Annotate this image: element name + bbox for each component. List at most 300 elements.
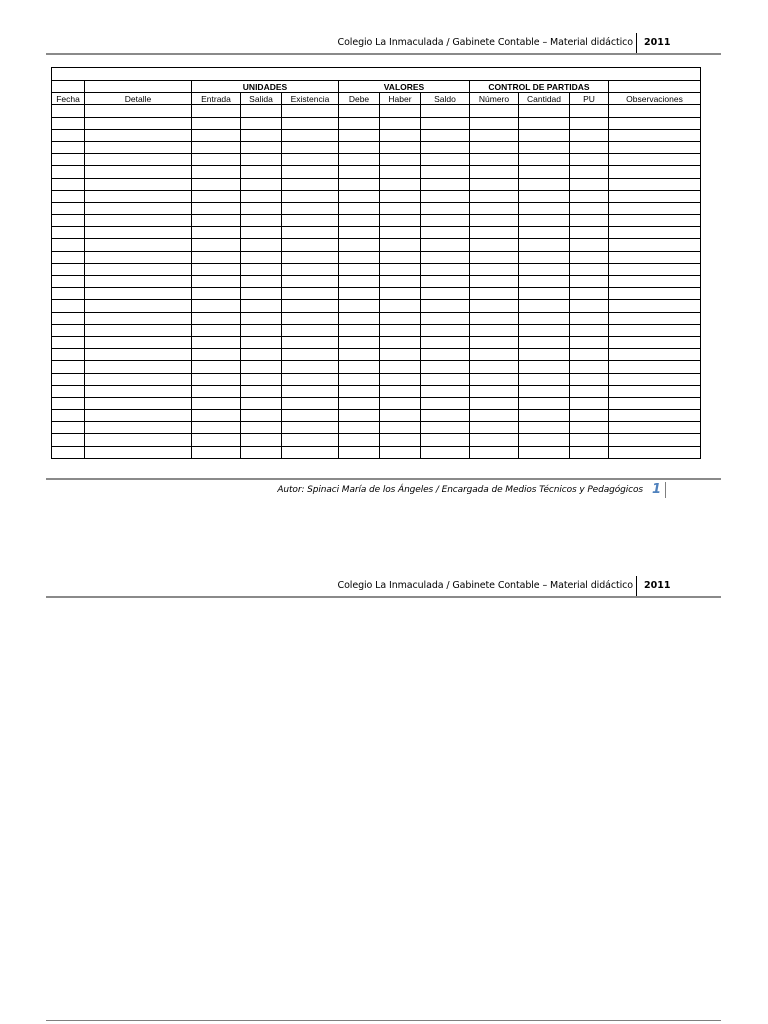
ledger-cell <box>85 300 192 312</box>
ledger-cell <box>609 117 701 129</box>
ledger-cell <box>192 446 241 458</box>
ledger-cell <box>339 385 380 397</box>
ledger-cell <box>52 263 85 275</box>
ledger-cell <box>339 422 380 434</box>
ledger-cell <box>339 300 380 312</box>
page-number: 1 <box>652 482 662 497</box>
ledger-cell <box>85 312 192 324</box>
ledger-cell <box>339 239 380 251</box>
ledger-cell <box>192 312 241 324</box>
ledger-cell <box>470 336 519 348</box>
ledger-cell <box>282 434 339 446</box>
ledger-cell <box>192 129 241 141</box>
ledger-cell <box>85 202 192 214</box>
ledger-cell <box>192 190 241 202</box>
ledger-cell <box>282 446 339 458</box>
col-debe: Debe <box>339 93 380 105</box>
ledger-cell <box>85 276 192 288</box>
ledger-cell <box>380 397 421 409</box>
ledger-cell <box>339 178 380 190</box>
ledger-row <box>52 349 701 361</box>
ledger-cell <box>85 239 192 251</box>
ledger-cell <box>52 117 85 129</box>
ledger-cell <box>339 141 380 153</box>
ledger-cell <box>241 300 282 312</box>
ledger-cell <box>421 434 470 446</box>
ledger-table <box>51 67 701 459</box>
ledger-cell <box>470 154 519 166</box>
footer-divider <box>665 482 666 498</box>
ledger-cell <box>609 385 701 397</box>
ledger-cell <box>85 446 192 458</box>
ledger-cell <box>470 446 519 458</box>
ledger-cell <box>52 105 85 117</box>
ledger-cell <box>85 349 192 361</box>
ledger-cell <box>192 324 241 336</box>
ledger-cell <box>470 166 519 178</box>
ledger-cell <box>85 434 192 446</box>
page-header-2 <box>46 576 721 598</box>
ledger-cell <box>609 336 701 348</box>
ledger-cell <box>609 446 701 458</box>
ledger-cell <box>421 190 470 202</box>
ledger-cell <box>85 166 192 178</box>
ledger-cell <box>380 361 421 373</box>
ledger-cell <box>85 422 192 434</box>
ledger-cell <box>282 141 339 153</box>
ledger-cell <box>339 446 380 458</box>
ledger-cell <box>421 227 470 239</box>
ledger-cell <box>282 117 339 129</box>
ledger-cell <box>470 227 519 239</box>
ledger-cell <box>470 105 519 117</box>
ledger-cell <box>282 239 339 251</box>
ledger-cell <box>421 276 470 288</box>
ledger-cell <box>470 349 519 361</box>
ledger-cell <box>192 434 241 446</box>
ledger-cell <box>421 373 470 385</box>
ledger-row <box>52 239 701 251</box>
ledger-cell <box>609 202 701 214</box>
ledger-cell <box>52 434 85 446</box>
ledger-cell <box>192 202 241 214</box>
ledger-cell <box>282 373 339 385</box>
ledger-cell <box>570 105 609 117</box>
ledger-cell <box>380 373 421 385</box>
ledger-cell <box>192 215 241 227</box>
ledger-cell <box>85 129 192 141</box>
ledger-cell <box>52 422 85 434</box>
ledger-cell <box>380 422 421 434</box>
ledger-cell <box>380 251 421 263</box>
ledger-cell <box>241 215 282 227</box>
ledger-cell <box>380 312 421 324</box>
ledger-cell <box>192 178 241 190</box>
ledger-cell <box>570 336 609 348</box>
ledger-cell <box>282 410 339 422</box>
ledger-cell <box>519 141 570 153</box>
ledger-cell <box>192 239 241 251</box>
ledger-cell <box>470 190 519 202</box>
ledger-cell <box>85 385 192 397</box>
ledger-cell <box>421 154 470 166</box>
ledger-cell <box>339 434 380 446</box>
ledger-row <box>52 141 701 153</box>
ledger-cell <box>282 251 339 263</box>
header-year-2: 2011 <box>644 580 671 591</box>
ledger-cell <box>609 227 701 239</box>
ledger-cell <box>470 141 519 153</box>
ledger-cell <box>421 166 470 178</box>
ledger-cell <box>192 276 241 288</box>
ledger-row <box>52 434 701 446</box>
header-text: Colegio La Inmaculada / Gabinete Contable – Material didáctico <box>337 37 633 48</box>
ledger-cell <box>570 117 609 129</box>
ledger-cell <box>470 117 519 129</box>
ledger-cell <box>241 178 282 190</box>
ledger-cell <box>519 361 570 373</box>
ledger-cell <box>282 178 339 190</box>
ledger-cell <box>421 349 470 361</box>
ledger-cell <box>570 154 609 166</box>
ledger-cell <box>52 227 85 239</box>
ledger-cell <box>282 276 339 288</box>
ledger-row <box>52 446 701 458</box>
ledger-cell <box>339 397 380 409</box>
ledger-cell <box>380 215 421 227</box>
ledger-cell <box>282 154 339 166</box>
ledger-cell <box>85 336 192 348</box>
ledger-cell <box>570 129 609 141</box>
ledger-cell <box>282 324 339 336</box>
ledger-cell <box>421 202 470 214</box>
ledger-cell <box>421 385 470 397</box>
ledger-cell <box>609 129 701 141</box>
header-year: 2011 <box>644 37 671 48</box>
ledger-cell <box>282 300 339 312</box>
ledger-group-row <box>52 81 701 93</box>
ledger-cell <box>192 263 241 275</box>
ledger-cell <box>241 361 282 373</box>
ledger-cell <box>519 239 570 251</box>
ledger-cell <box>282 385 339 397</box>
ledger-cell <box>519 129 570 141</box>
col-numero: Número <box>470 93 519 105</box>
col-salida: Salida <box>241 93 282 105</box>
ledger-cell <box>570 312 609 324</box>
ledger-row <box>52 105 701 117</box>
ledger-cell <box>339 276 380 288</box>
ledger-row <box>52 288 701 300</box>
ledger-cell <box>380 446 421 458</box>
ledger-cell <box>609 276 701 288</box>
ledger-cell <box>470 215 519 227</box>
ledger-cell <box>519 190 570 202</box>
ledger-cell <box>85 215 192 227</box>
ledger-cell <box>570 276 609 288</box>
ledger-cell <box>609 312 701 324</box>
ledger-cell <box>52 373 85 385</box>
ledger-cell <box>282 215 339 227</box>
ledger-cell <box>380 178 421 190</box>
ledger-cell <box>339 312 380 324</box>
ledger-cell <box>241 117 282 129</box>
ledger-cell <box>85 154 192 166</box>
ledger-row <box>52 166 701 178</box>
ledger-row <box>52 276 701 288</box>
ledger-cell <box>519 288 570 300</box>
col-entrada: Entrada <box>192 93 241 105</box>
group-cell-observaciones <box>609 81 701 93</box>
ledger-cell <box>609 324 701 336</box>
ledger-cell <box>192 166 241 178</box>
ledger-cell <box>52 397 85 409</box>
ledger-cell <box>609 215 701 227</box>
ledger-cell <box>85 324 192 336</box>
ledger-cell <box>192 117 241 129</box>
ledger-cell <box>519 410 570 422</box>
ledger-cell <box>570 349 609 361</box>
ledger-cell <box>339 227 380 239</box>
ledger-cell <box>241 397 282 409</box>
col-pu: PU <box>570 93 609 105</box>
ledger-cell <box>339 190 380 202</box>
ledger-cell <box>519 263 570 275</box>
ledger-cell <box>570 361 609 373</box>
ledger-cell <box>421 446 470 458</box>
ledger-cell <box>52 385 85 397</box>
ledger-cell <box>339 117 380 129</box>
ledger-title-cell <box>52 68 701 81</box>
ledger-cell <box>380 263 421 275</box>
ledger-cell <box>570 397 609 409</box>
ledger-cell <box>519 446 570 458</box>
ledger-cell <box>85 190 192 202</box>
ledger-cell <box>609 373 701 385</box>
ledger-cell <box>85 178 192 190</box>
ledger-cell <box>421 117 470 129</box>
ledger-cell <box>52 202 85 214</box>
ledger-cell <box>241 422 282 434</box>
ledger-row <box>52 129 701 141</box>
ledger-row <box>52 336 701 348</box>
ledger-cell <box>519 373 570 385</box>
ledger-cell <box>470 361 519 373</box>
ledger-cell <box>52 129 85 141</box>
ledger-cell <box>380 105 421 117</box>
ledger-cell <box>241 190 282 202</box>
ledger-cell <box>241 239 282 251</box>
ledger-cell <box>282 263 339 275</box>
ledger-cell <box>519 397 570 409</box>
ledger-cell <box>339 410 380 422</box>
ledger-cell <box>85 373 192 385</box>
ledger-cell <box>380 227 421 239</box>
ledger-cell <box>85 227 192 239</box>
ledger-cell <box>241 263 282 275</box>
ledger-cell <box>85 410 192 422</box>
ledger-cell <box>570 300 609 312</box>
ledger-cell <box>470 312 519 324</box>
ledger-cell <box>609 105 701 117</box>
ledger-cell <box>339 263 380 275</box>
ledger-cell <box>380 166 421 178</box>
ledger-cell <box>192 336 241 348</box>
ledger-row <box>52 410 701 422</box>
ledger-cell <box>421 129 470 141</box>
ledger-row <box>52 361 701 373</box>
ledger-cell <box>421 105 470 117</box>
ledger-cell <box>192 288 241 300</box>
ledger-cell <box>609 178 701 190</box>
ledger-cell <box>241 166 282 178</box>
ledger-cell <box>470 251 519 263</box>
ledger-row <box>52 178 701 190</box>
ledger-cell <box>241 251 282 263</box>
ledger-cell <box>192 361 241 373</box>
ledger-cell <box>85 288 192 300</box>
ledger-cell <box>380 336 421 348</box>
ledger-cell <box>52 154 85 166</box>
ledger-cell <box>380 190 421 202</box>
ledger-cell <box>519 385 570 397</box>
ledger-cell <box>282 129 339 141</box>
ledger-row <box>52 422 701 434</box>
ledger-cell <box>519 227 570 239</box>
ledger-row <box>52 263 701 275</box>
ledger-cell <box>519 166 570 178</box>
ledger-cell <box>380 276 421 288</box>
ledger-row <box>52 117 701 129</box>
ledger-row <box>52 227 701 239</box>
ledger-cell <box>192 227 241 239</box>
ledger-cell <box>52 251 85 263</box>
ledger-cell <box>380 324 421 336</box>
col-observaciones: Observaciones <box>609 93 701 105</box>
ledger-cell <box>421 397 470 409</box>
ledger-cell <box>241 312 282 324</box>
header-text-2: Colegio La Inmaculada / Gabinete Contable – Material didáctico <box>337 580 633 591</box>
ledger-cell <box>339 288 380 300</box>
ledger-cell <box>470 276 519 288</box>
ledger-cell <box>519 215 570 227</box>
ledger-cell <box>339 373 380 385</box>
ledger-cell <box>570 410 609 422</box>
ledger-cell <box>380 300 421 312</box>
ledger-column-header-row <box>52 93 701 105</box>
ledger-cell <box>421 336 470 348</box>
ledger-cell <box>570 227 609 239</box>
ledger-cell <box>282 227 339 239</box>
ledger-cell <box>192 385 241 397</box>
ledger-cell <box>52 178 85 190</box>
ledger-cell <box>85 251 192 263</box>
ledger-cell <box>570 324 609 336</box>
ledger-cell <box>241 154 282 166</box>
ledger-cell <box>421 141 470 153</box>
ledger-cell <box>52 190 85 202</box>
ledger-cell <box>609 349 701 361</box>
ledger-cell <box>470 422 519 434</box>
ledger-cell <box>339 166 380 178</box>
ledger-cell <box>570 215 609 227</box>
ledger-cell <box>380 288 421 300</box>
ledger-cell <box>52 349 85 361</box>
ledger-cell <box>282 336 339 348</box>
ledger-cell <box>470 288 519 300</box>
ledger-cell <box>380 154 421 166</box>
group-control-partidas: CONTROL DE PARTIDAS <box>470 81 609 93</box>
ledger-cell <box>421 300 470 312</box>
ledger-cell <box>192 141 241 153</box>
ledger-row <box>52 385 701 397</box>
ledger-cell <box>85 263 192 275</box>
ledger-cell <box>380 129 421 141</box>
ledger-cell <box>282 288 339 300</box>
ledger-cell <box>192 373 241 385</box>
ledger-row <box>52 397 701 409</box>
ledger-cell <box>241 141 282 153</box>
ledger-cell <box>519 251 570 263</box>
ledger-cell <box>85 117 192 129</box>
ledger-cell <box>519 349 570 361</box>
ledger-cell <box>519 300 570 312</box>
ledger-cell <box>52 276 85 288</box>
ledger-cell <box>609 361 701 373</box>
ledger-cell <box>570 190 609 202</box>
ledger-cell <box>519 434 570 446</box>
ledger-cell <box>192 397 241 409</box>
ledger-cell <box>282 166 339 178</box>
ledger-cell <box>241 385 282 397</box>
ledger-cell <box>570 251 609 263</box>
col-saldo: Saldo <box>421 93 470 105</box>
ledger-cell <box>519 312 570 324</box>
ledger-cell <box>380 410 421 422</box>
ledger-cell <box>52 215 85 227</box>
ledger-row <box>52 215 701 227</box>
ledger-cell <box>339 129 380 141</box>
ledger-cell <box>570 434 609 446</box>
ledger-cell <box>339 202 380 214</box>
ledger-cell <box>519 105 570 117</box>
ledger-cell <box>282 397 339 409</box>
ledger-cell <box>609 397 701 409</box>
ledger-cell <box>609 288 701 300</box>
ledger-cell <box>421 178 470 190</box>
ledger-cell <box>339 361 380 373</box>
group-cell-fecha <box>52 81 85 93</box>
ledger-cell <box>85 361 192 373</box>
col-cantidad: Cantidad <box>519 93 570 105</box>
ledger-cell <box>609 263 701 275</box>
ledger-cell <box>470 178 519 190</box>
ledger-cell <box>421 312 470 324</box>
ledger-cell <box>380 434 421 446</box>
group-valores: VALORES <box>339 81 470 93</box>
ledger-cell <box>609 166 701 178</box>
col-haber: Haber <box>380 93 421 105</box>
ledger-cell <box>282 422 339 434</box>
ledger-cell <box>609 410 701 422</box>
ledger-cell <box>421 361 470 373</box>
ledger-cell <box>421 263 470 275</box>
ledger-cell <box>52 141 85 153</box>
ledger-cell <box>52 324 85 336</box>
ledger-cell <box>380 141 421 153</box>
ledger-row <box>52 312 701 324</box>
ledger-cell <box>519 117 570 129</box>
